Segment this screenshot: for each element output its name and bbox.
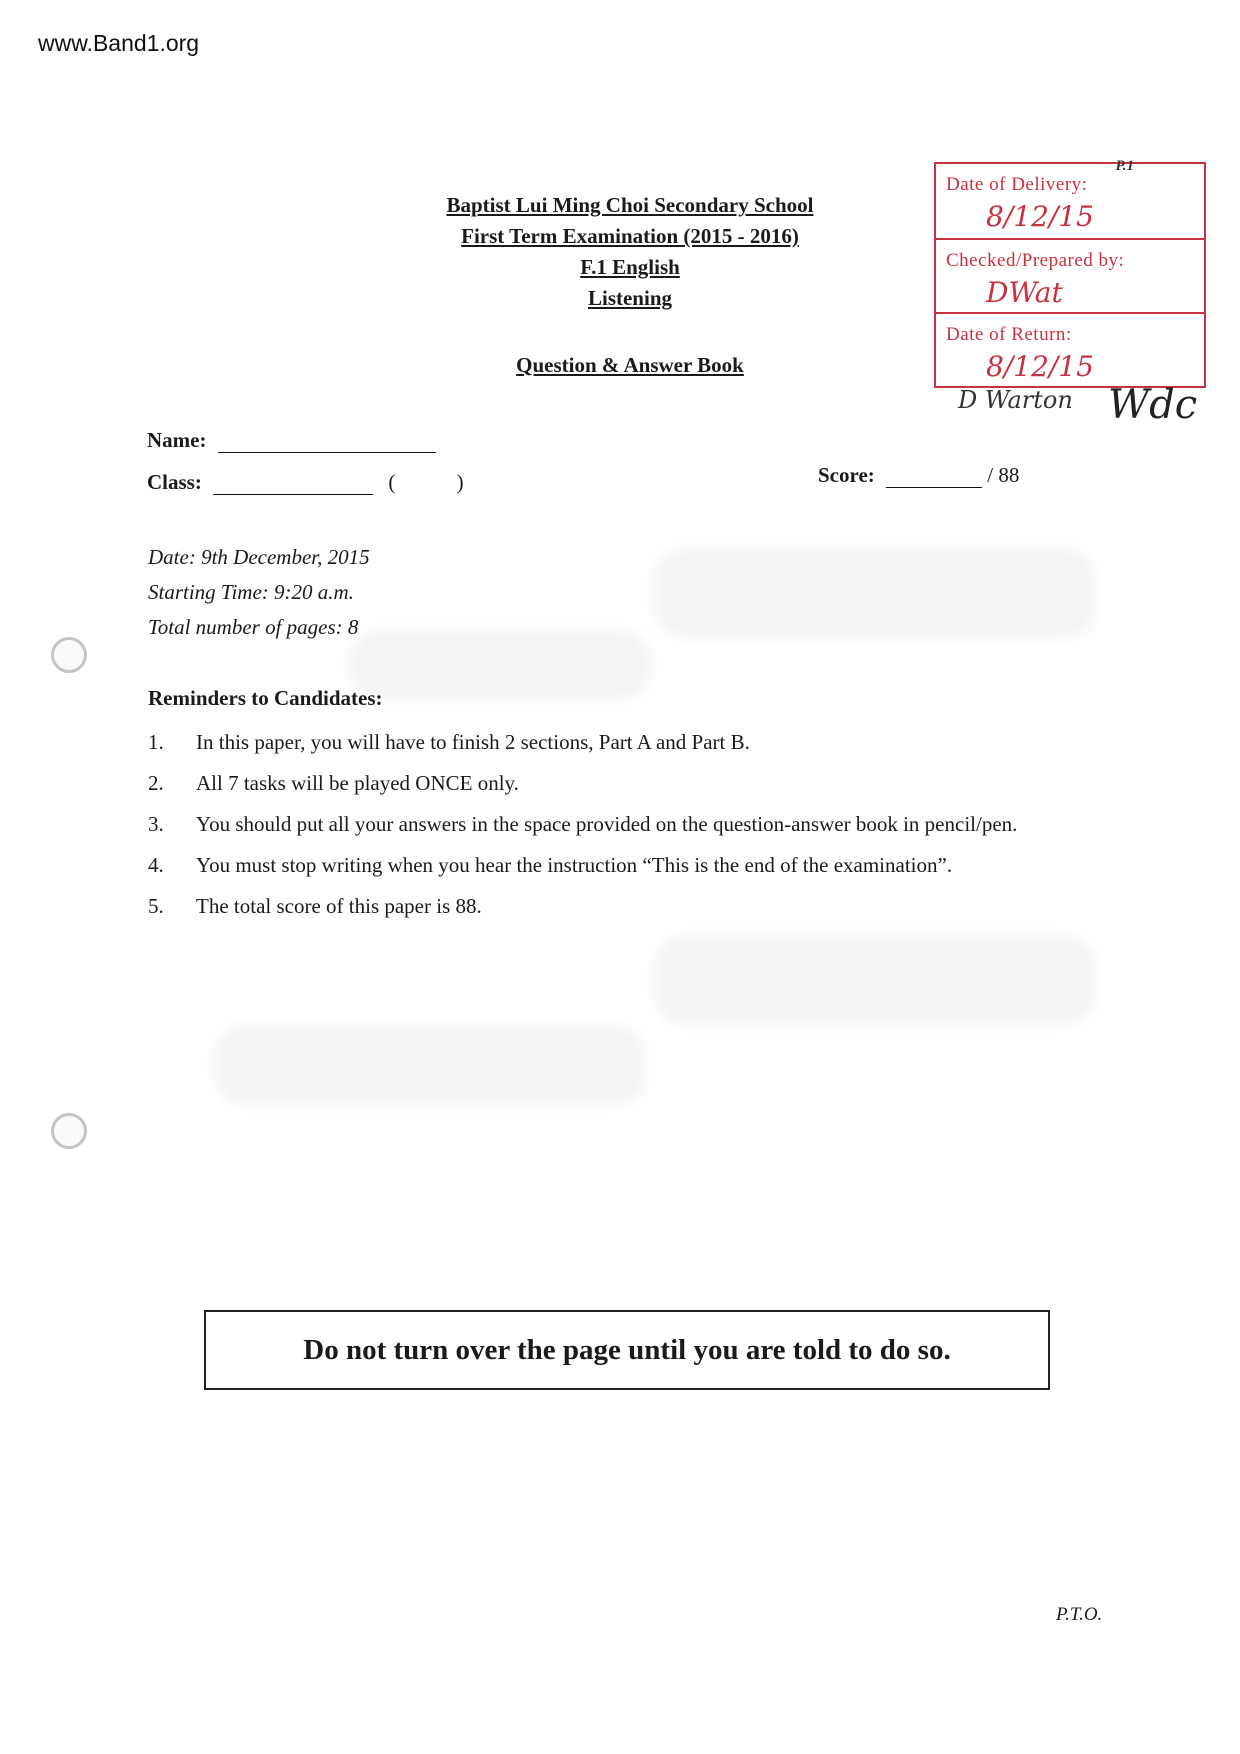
- stamp-checked-cell: [936, 240, 1204, 314]
- name-label: Name:: [147, 428, 207, 452]
- delivery-date-handwritten: 8/12/15: [986, 200, 1094, 233]
- reminder-item: [148, 886, 1088, 927]
- bleed-through-smudge: [350, 630, 650, 700]
- please-turn-over: P.T.O.: [1056, 1604, 1103, 1625]
- school-name: Baptist Lui Ming Choi Secondary School: [446, 193, 814, 217]
- subject: F.1 English: [580, 255, 680, 279]
- handwritten-initials: Wdc: [1108, 382, 1198, 428]
- exam-header: [400, 190, 860, 314]
- exam-date: Date: 9th December, 2015: [148, 545, 370, 569]
- class-blank[interactable]: [213, 476, 373, 495]
- reminders-list: [148, 722, 1088, 927]
- starting-time: Starting Time: 9:20 a.m.: [148, 580, 354, 604]
- bleed-through-smudge: [215, 1025, 645, 1105]
- name-blank[interactable]: [218, 434, 436, 453]
- page-mark: P.1: [1115, 158, 1134, 174]
- reminder-number: 5.: [148, 894, 164, 918]
- punch-hole: [51, 1113, 87, 1149]
- reminders-title: Reminders to Candidates:: [148, 686, 383, 710]
- reminder-text: You must stop writing when you hear the instruction “This is the end of the examination”.: [196, 853, 953, 877]
- delivery-stamp: [934, 158, 1206, 388]
- class-label: Class:: [147, 470, 202, 494]
- checked-label: Checked/Prepared by:: [946, 250, 1125, 271]
- reminder-item: [148, 845, 1088, 886]
- score-blank[interactable]: [886, 469, 982, 488]
- reminder-text: In this paper, you will have to finish 2 sections, Part A and Part B.: [196, 730, 750, 754]
- delivery-label: Date of Delivery:: [946, 174, 1088, 195]
- reminder-number: 4.: [148, 853, 164, 877]
- return-label: Date of Return:: [946, 324, 1072, 345]
- punch-hole: [51, 637, 87, 673]
- score-field: [818, 463, 1019, 488]
- watermark-url: www.Band1.org: [38, 30, 200, 56]
- stamp-return-cell: [936, 314, 1204, 386]
- do-not-turn-notice: Do not turn over the page until you are told to do so.: [204, 1310, 1050, 1390]
- exam-info: [148, 540, 370, 645]
- return-date-handwritten: 8/12/15: [986, 350, 1094, 383]
- class-field: [147, 470, 464, 495]
- reminder-item: [148, 804, 1088, 845]
- score-label: Score:: [818, 463, 875, 487]
- class-number-close-paren: ): [456, 470, 464, 494]
- reminder-item: [148, 763, 1088, 804]
- total-pages: Total number of pages: 8: [148, 615, 359, 639]
- bleed-through-smudge: [655, 935, 1095, 1025]
- reminder-text: All 7 tasks will be played ONCE only.: [196, 771, 519, 795]
- handwritten-name: D Warton: [958, 386, 1073, 414]
- reminder-number: 3.: [148, 812, 164, 836]
- paper-name: Listening: [587, 286, 673, 310]
- reminder-number: 2.: [148, 771, 164, 795]
- name-field: [147, 428, 436, 453]
- class-number-open-paren: (: [388, 470, 396, 494]
- reminder-text: You should put all your answers in the space provided on the question-answer book in pencil/pen.: [196, 812, 1018, 836]
- book-title: Question & Answer Book: [516, 353, 744, 377]
- reminder-number: 1.: [148, 730, 164, 754]
- reminder-text: The total score of this paper is 88.: [196, 894, 482, 918]
- exam-title: First Term Examination (2015 - 2016): [461, 224, 799, 248]
- checked-signature-handwritten: DWat: [986, 276, 1063, 309]
- stamp-delivery-cell: [936, 164, 1204, 240]
- bleed-through-smudge: [655, 548, 1095, 638]
- reminder-item: [148, 722, 1088, 763]
- score-total: / 88: [987, 463, 1020, 487]
